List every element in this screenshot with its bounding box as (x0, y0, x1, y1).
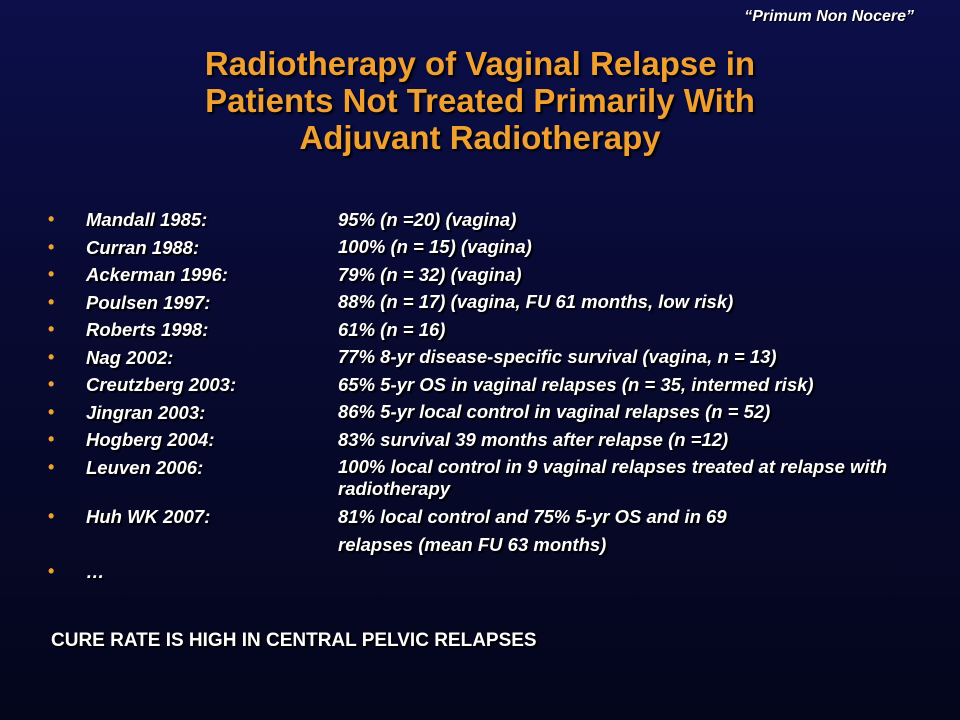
title-line: Adjuvant Radiotherapy (299, 119, 661, 156)
study-result: 95% (n =20) (vagina) (338, 208, 517, 230)
study-result: 77% 8-yr disease-specific survival (vagina, n = 13) (338, 346, 777, 368)
bullet-icon: • (48, 264, 55, 284)
bullet-icon: • (48, 506, 55, 526)
study-list (48, 206, 953, 586)
bullet-icon: • (48, 236, 55, 257)
study-item (48, 399, 953, 427)
bullet-icon: • (48, 374, 55, 394)
study-author: Huh WK 2007: (86, 506, 211, 527)
study-author: Mandall 1985: (86, 209, 208, 230)
study-item (48, 316, 953, 344)
study-author-ellipsis: … (86, 561, 105, 582)
bullet-icon: • (48, 429, 55, 449)
study-author: Leuven 2006: (86, 456, 204, 478)
study-item (48, 503, 953, 558)
study-author: Roberts 1998: (86, 319, 209, 340)
conclusion-text: CURE RATE IS HIGH IN CENTRAL PELVIC RELAPSES (51, 630, 537, 651)
bullet-icon: • (48, 401, 55, 422)
study-item (48, 206, 953, 234)
study-result: 65% 5-yr OS in vaginal relapses (n = 35, intermed risk) (338, 373, 814, 395)
study-author: Ackerman 1996: (86, 264, 228, 285)
slide-motto: “Primum Non Nocere” (744, 8, 914, 25)
bullet-icon: • (48, 346, 55, 367)
study-author: Poulsen 1997: (86, 291, 211, 313)
study-item (48, 234, 953, 262)
study-result: 100% local control in 9 vaginal relapses treated at relapse with radiotherapy (338, 456, 888, 500)
study-item (48, 344, 953, 372)
study-item (48, 558, 953, 586)
study-author: Jingran 2003: (86, 401, 206, 423)
study-result: 61% (n = 16) (338, 318, 446, 340)
study-item (48, 371, 953, 399)
study-result: 100% (n = 15) (vagina) (338, 236, 532, 258)
study-result (338, 558, 958, 586)
study-result: 79% (n = 32) (vagina) (338, 263, 522, 285)
study-item (48, 454, 953, 504)
study-author: Hogberg 2004: (86, 429, 215, 450)
bullet-icon: • (48, 291, 55, 312)
study-result: 83% survival 39 months after relapse (n =12) (338, 428, 729, 450)
study-item (48, 261, 953, 289)
study-author: Nag 2002: (86, 346, 174, 368)
bullet-icon: • (48, 209, 55, 229)
study-author: Curran 1988: (86, 236, 200, 258)
study-result: 88% (n = 17) (vagina, FU 61 months, low risk) (338, 291, 734, 313)
bullet-icon: • (48, 456, 55, 477)
study-result: 81% local control and 75% 5-yr OS and in 69 (338, 505, 727, 527)
study-author: Creutzberg 2003: (86, 374, 237, 395)
bullet-icon: • (48, 319, 55, 339)
title-line: Patients Not Treated Primarily With (205, 82, 755, 119)
study-item (48, 426, 953, 454)
study-result-continuation: relapses (mean FU 63 months) (338, 533, 607, 555)
study-item (48, 289, 953, 317)
study-result: 86% 5-yr local control in vaginal relapses (n = 52) (338, 401, 771, 423)
bullet-icon: • (48, 561, 55, 581)
slide-title (0, 45, 960, 156)
title-line: Radiotherapy of Vaginal Relapse in (204, 45, 756, 82)
